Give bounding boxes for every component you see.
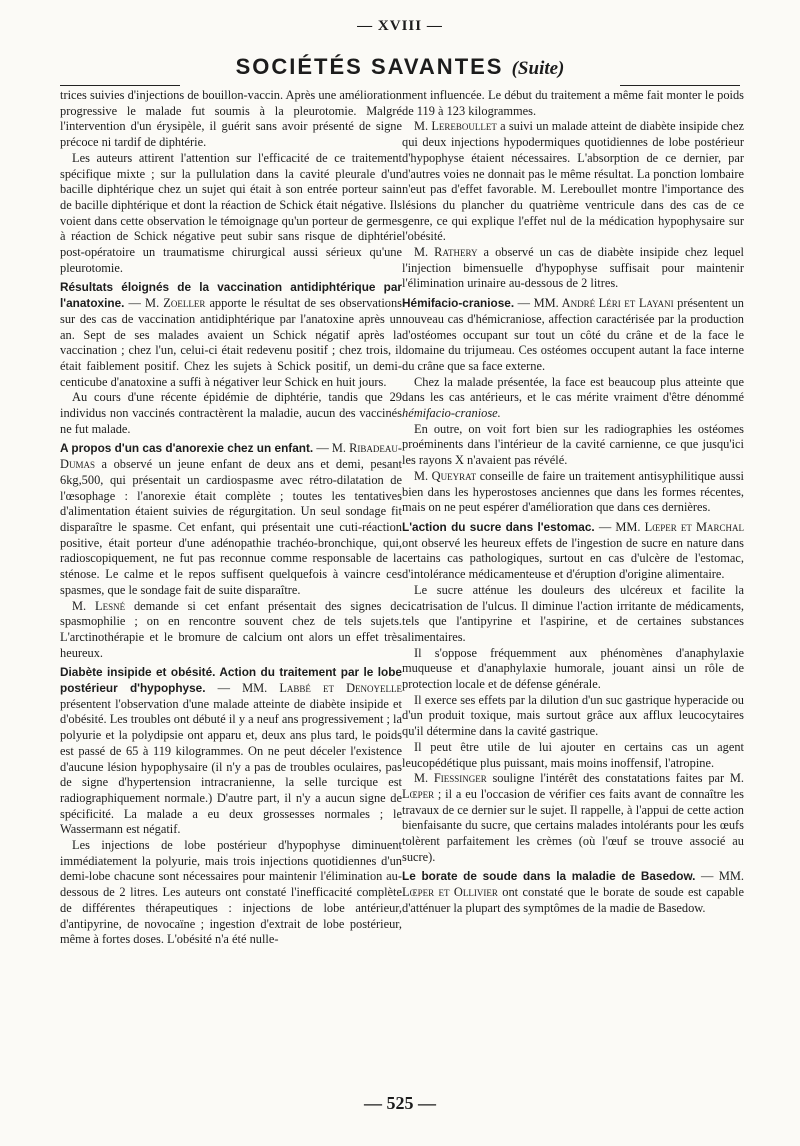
page-title <box>0 54 800 80</box>
author-name: Lœper <box>402 786 435 801</box>
paragraph: Le sucre atténue les douleurs des ulcéreux et facilite la cicatrisation de l'ulcus. Il diminue l'action irritante de médicaments, tels que l'antipyrine et l'aspirine, et de certaines substances alimentaires. <box>402 582 744 644</box>
italic-term: hémifacio-craniose. <box>402 406 501 421</box>
author-name: M. Zoeller <box>145 296 206 311</box>
header-rule-right <box>620 85 740 86</box>
author-name: M. Queyrat <box>414 468 477 483</box>
author-name: MM. Labbé et Denoyelle <box>242 681 403 696</box>
section-heading: L'action du sucre dans l'estomac. <box>402 519 595 534</box>
paragraph <box>402 119 744 245</box>
author-name: M. Lereboullet <box>414 119 497 134</box>
paragraph: Les injections de lobe postérieur d'hypophyse diminuent immédiatement la polyurie, mais trois injections quotidiennes d'un demi-lobe chacune sont nécessaires pour maintenir l'élimination au-dessous de 2 litres. Les auteurs ont constaté l'inefficacité complète de différentes thérapeutiques : injections de lobe antérieur, d'antipyrine, de novocaïne ; ingestion d'extrait de lobe postérieur, même à fortes doses. L'obésité n'a été nulle- <box>60 838 402 947</box>
header-rule-left <box>60 85 180 86</box>
author-name: MM. André Léri et Layani <box>533 296 674 311</box>
section-text: ont constaté que le borate de soude est capable d'atténuer la plupart des symptômes de la madie de Basedow. <box>402 885 744 915</box>
author-name: MM. Lœper et Ollivier <box>402 869 744 900</box>
paragraph: Les auteurs attirent l'attention sur l'efficacité de ce traitement spécifique mixte ; sur la pullulation dans la cavité pleurale d'un bacille diphtérique chez un sujet qui était à son entrée porteur sain de bacille diphtérique et dont la réaction de Schick était négative. Ils voient dans cette observation le témoignage qu'un porteur de germes à réaction de Schick négative peut subir sans risque de diphtérie post-opératoire un traumatisme chirurgical aussi sérieux qu'une pleurotomie. <box>60 150 402 275</box>
paragraph <box>402 375 744 422</box>
author-name: M. Rathery <box>414 245 478 260</box>
paragraph: trices suivies d'injections de bouillon-vaccin. Après une amélioration progressive le malade fut soumis à la pleurotomie. Malgré l'intervention d'un érysipèle, il guérit sans avoir présenté de signe précoce ni tardif de diphtérie. <box>60 88 402 150</box>
author-name: M. Lesné <box>72 598 126 613</box>
section-text: présentent l'observation d'une malade atteinte de diabète insipide et d'obésité. Les troubles ont débuté il y a neuf ans progressivement ; la polyurie et la polydipsie ont apparu et, deux ans plus tard, le poids est passé de 65 à 119 kilogrammes. On ne peut déceler l'existence d'aucune lésion hypophysaire (il n'y a pas de troubles oculaires, pas de signe d'hypertension intracranienne, la selle turcique est radiographiquement normale.) D'autre part, il n'y a aucun signe de spécificité. La malade a eu deux grossesses normales ; le Wassermann est négatif. <box>60 696 402 837</box>
section-heading: A propos d'un cas d'anorexie chez un enfant. <box>60 441 314 456</box>
paragraph-text: a suivi un malade atteint de diabète insipide chez qui deux injections hypodermiques quotidiennes de lobe postérieur d'hypophyse étaient nécessaires. L'absorption de ce dernier, par d'autres voies ne donnait pas le même résultat. La ponction lombaire n'eut pas d'effet favorable. M. Lereboullet montre l'importance des lésions du plancher du quatrième ventricule dans des cas de ce genre, ce qui explique l'effet nul de la médication hypophysaire sur l'obésité. <box>402 119 744 244</box>
left-column: trices suivies d'injections de bouillon-vaccin. Après une amélioration progressive le malade fut soumis à la pleurotomie. Malgré l'intervention d'un érysipèle, il guérit sans avoir présenté de signe précoce ni tardif de diphtérie. Les auteurs attirent l'attention sur l'efficacité de ce traitement spécifique mixte ; sur la pullulation dans la cavité pleurale d'un bacille diphtérique chez un sujet qui était à son entrée porteur sain de bacille diphtérique et dont la réaction de Schick était négative. Ils voient dans cette observation le témoignage qu'un porteur de germes à réaction de Schick négative peut subir sans risque de diphtérie post-opératoire un traumatisme chirurgical aussi sérieux qu'une pleurotomie. Résultats éloignés de la vaccination antidiphtérique par l'anatoxine. — M. Zoeller apporte le résultat de ses observations sur des cas de vaccination antidiphtérique par l'anatoxine après un an. Sept de ses malades avaient un Schick négatif après la vaccination ; chez l'un, celui-ci était redevenu positif ; chez trois, il était faiblement positif. Chez les sujets à Schick positif, un demi-centicube d'anatoxine a suffi à négativer leur Schick en huit jours. Au cours d'une récente épidémie de diphtérie, tandis que 29 individus non vaccinés contractèrent la maladie, aucun des vaccinés ne fut malade. A propos d'un cas d'anorexie chez un enfant. — M. Ribadeau-Dumas a observé un jeune enfant de deux ans et demi, pesant 6kg,500, qui présentait un cardiospasme avec rétro-dilatation de l'œsophage : l'anorexie était complète ; toutes les tentatives d'alimentation étaient suivies de régurgitation. Un seul sondage fit disparaître le spasme. Cet enfant, qui présentait une cuti-réaction positive, était porteur d'une adénopathie trachéo-bronchique, qui, radioscopiquement, ne fut pas reconnue comme responsable de la sténose. Le calme et le repos suffisent quelquefois à vaincre ces spasmes, que le sondage fait de suite disparaître. M. Lesné demande si cet enfant présentait des signes de spasmophilie ; on en rencontre souvent chez de tels sujets. L'arctinothérapie et le bromure de calcium ont alors un effet très heureux. Diabète insipide et obésité. Action du traitement par le lobe postérieur d'hypophyse. — MM. Labbé et Denoyelle présentent l'observation d'une malade atteinte de diabète insipide et d'obésité. Les troubles ont débuté il y a neuf ans progressivement ; la polyurie et la polydipsie ont apparu et, deux ans plus tard, le poids est passé de 65 à 119 kilogrammes. On ne peut déceler l'existence d'aucune lésion hypophysaire (il n'y a pas de troubles oculaires, pas de signe d'hypertension intracranienne, la selle turcique est radiographiquement normale.) D'autre part, il n'y a aucun signe de spécificité. La malade a eu deux grossesses normales ; le Wassermann est négatif. Les injections de lobe postérieur d'hypophyse diminuent immédiatement la polyurie, mais trois injections quotidiennes d'un demi-lobe chacune sont nécessaires pour maintenir l'élimination au-dessous de 2 litres. Les auteurs ont constaté l'inefficacité complète de différentes thérapeutiques : injections de lobe antérieur, d'antipyrine, de novocaïne ; ingestion d'extrait de lobe postérieur, même à fortes doses. L'obésité n'a été nulle- <box>60 88 403 947</box>
right-column: ment influencée. Le début du traitement a même fait monter le poids de 119 à 123 kilogrammes. M. Lereboullet a suivi un malade atteint de diabète insipide chez qui deux injections hypodermiques quotidiennes de lobe postérieur d'hypophyse étaient nécessaires. L'absorption de ce dernier, par d'autres voies ne donnait pas le même résultat. La ponction lombaire n'eut pas d'effet favorable. M. Lereboullet montre l'importance des lésions du plancher du quatrième ventricule dans des cas de ce genre, ce qui explique l'effet nul de la médication hypophysaire sur l'obésité. M. Rathery a observé un cas de diabète insipide chez lequel l'injection bimensuelle d'hypophyse suffisait pour maintenir l'élimination urinaire au-dessous de 2 litres. Hémifacio-craniose. — MM. André Léri et Layani présentent un nouveau cas d'hémicraniose, affection caractérisée par la production d'ostéomes occupant sur tout un côté du crâne et de la face le domaine du trijumeau. Ces ostéomes occupent autant la face interne du crâne que sa face externe. Chez la malade présentée, la face est beaucoup plus atteinte que dans les cas antérieurs, et le cas mérite vraiment d'être dénommé hémifacio-craniose. En outre, on voit fort bien sur les radiographies les ostéomes proéminents dans l'intérieur de la cavité carnienne, ce que jusqu'ici les rayons X n'avaient pas révélé. M. Queyrat conseille de faire un traitement antisyphilitique aussi bien dans les hyperostoses anciennes que dans les formes récentes, mais on ne peut espérer d'amélioration que dans ces dernières. L'action du sucre dans l'estomac. — MM. Lœper et Marchal ont observé les heureux effets de l'ingestion de sucre en nature dans certains cas pathologiques, surtout en cas d'ulcère de l'estomac, d'intolérance médicamenteuse et d'éruption d'origine alimentaire. Le sucre atténue les douleurs des ulcéreux et facilite la cicatrisation de l'ulcus. Il diminue l'action irritante de médicaments, tels que l'antipyrine et l'aspirine, et de certaines substances alimentaires. Il s'oppose fréquemment aux phénomènes d'anaphylaxie muqueuse et d'anaphylaxie humorale, jouant ainsi un rôle de protection locale et de défense générale. Il exerce ses effets par la dilution d'un suc gastrique hyperacide ou d'un produit toxique, mais surtout grâce aux afflux leucocytaires qu'il détermine dans la cavité gastrique. Il peut être utile de lui ajouter en certains cas un agent leucopédétique plus puissant, mais moins inoffensif, l'atropine. M. Fiessinger souligne l'intérêt des constatations faites par M. Lœper ; il a eu l'occasion de vérifier ces faits avant de connaître les travaux de ce dernier sur le sujet. Il rappelle, à l'appui de cette action bienfaisante du sucre, que certains malades intolérants pour les œufs tolèrent parfaitement les crèmes (où l'œuf se trouve associé au sucre). Le borate de soude dans la maladie de Basedow. — MM. Lœper et Ollivier ont constaté que le borate de soude est capable d'atténuer la plupart des symptômes de la madie de Basedow. <box>402 88 745 915</box>
paragraph: ment influencée. Le début du traitement a même fait monter le poids de 119 à 123 kilogrammes. <box>402 88 744 118</box>
paragraph-text: conseille de faire un traitement antisyphilitique aussi bien dans les hyperostoses anciennes que dans les formes récentes, mais on ne peut espérer d'amélioration que dans ces dernières. <box>402 468 744 515</box>
title-suite: (Suite) <box>511 58 565 79</box>
section-heading: Hémifacio-craniose. <box>402 296 515 311</box>
paragraph-text: a observé un cas de diabète insipide chez lequel l'injection bimensuelle d'hypophyse suffisait pour maintenir l'élimination urinaire au-dessous de 2 litres. <box>402 245 744 291</box>
paragraph: Il s'oppose fréquemment aux phénomènes d'anaphylaxie muqueuse et d'anaphylaxie humorale, jouant ainsi un rôle de protection locale et de défense générale. <box>402 645 744 692</box>
paragraph-text: souligne l'intérêt des constatations faites par M. <box>492 771 744 786</box>
section-text: apporte le résultat de ses observations sur des cas de vaccination antidiphtérique par l'anatoxine après un an. Sept de ses malades avaient un Schick négatif après la vaccination ; chez l'un, celui-ci était redevenu positif ; chez trois, il était faiblement positif. Chez les sujets à Schick positif, un demi-centicube d'anatoxine a suffi à négativer leur Schick en huit jours. <box>60 296 402 389</box>
paragraph: Il exerce ses effets par la dilution d'un suc gastrique hyperacide ou d'un produit toxique, mais surtout grâce aux afflux leucocytaires qu'il détermine dans la cavité gastrique. <box>402 692 744 739</box>
paragraph: Au cours d'une récente épidémie de diphtérie, tandis que 29 individus non vaccinés contractèrent la maladie, aucun des vaccinés ne fut malade. <box>60 390 402 436</box>
paragraph <box>60 599 402 662</box>
paragraph: Il peut être utile de lui ajouter en certains cas un agent leucopédétique plus puissant, mais moins inoffensif, l'atropine. <box>402 739 744 770</box>
paragraph: En outre, on voit fort bien sur les radiographies les ostéomes proéminents dans l'intérieur de la cavité carnienne, ce que jusqu'ici les rayons X n'avaient pas révélé. <box>402 421 744 468</box>
section-text: présentent un nouveau cas d'hémicraniose, affection caractérisée par la production d'ostéomes occupant sur tout un côté du crâne et de la face le domaine du trijumeau. Ces ostéomes occupent autant la face interne du crâne que sa face externe. <box>402 296 745 373</box>
paragraph <box>402 245 744 292</box>
paragraph-text: demande si cet enfant présentait des signes de spasmophilie ; on en rencontre souvent chez de tels sujets. L'arctinothérapie et le bromure de calcium ont alors un effet très heureux. <box>60 598 402 660</box>
paragraph-text: ; il a eu l'occasion de vérifier ces faits avant de connaître les travaux de ce dernier sur le sujet. Il rappelle, à l'appui de cette action bienfaisante du sucre, que certains malades intolérants pour les œufs tolèrent parfaitement les crèmes (où l'œuf se trouve associé au sucre). <box>402 786 744 864</box>
author-name: M. Fiessinger <box>414 771 487 786</box>
page-number: — 525 — <box>364 1093 436 1113</box>
paragraph <box>402 771 744 865</box>
title-text: SOCIÉTÉS SAVANTES <box>235 54 504 79</box>
paragraph <box>402 469 744 516</box>
paragraph-text: Chez la malade présentée, la face est beaucoup plus atteinte que dans les cas antérieurs, et le cas mérite vraiment d'être dénommé <box>402 374 744 405</box>
section-heading: Résultats éloignés de la vaccination antidiphtérique par l'anatoxine. <box>60 280 402 311</box>
author-name: M. Ribadeau-Dumas <box>60 441 402 472</box>
section-heading: Le borate de soude dans la maladie de Basedow. <box>402 869 696 884</box>
section-roman-numeral: — XVIII — <box>357 18 443 34</box>
section-heading: Diabète insipide et obésité. Action du traitement par le lobe postérieur d'hypophyse. <box>60 665 402 696</box>
section-text: ont observé les heureux effets de l'ingestion de sucre en nature dans certains cas pathologiques, surtout en cas d'ulcère de l'estomac, d'intolérance médicamenteuse et d'éruption d'origine alimentaire. <box>402 535 744 582</box>
section-text: a observé un jeune enfant de deux ans et demi, pesant 6kg,500, qui présentait un cardiospasme avec rétro-dilatation de l'œsophage : l'anorexie était complète ; toutes les tentatives d'alimentation étaient suivies de régurgitation. Un seul sondage fit disparaître le spasme. Cet enfant, qui présentait une cuti-réaction positive, était porteur d'une adénopathie trachéo-bronchique, qui, radioscopiquement, ne fut pas reconnue comme responsable de la sténose. Le calme et le repos suffisent quelquefois à vaincre ces spasmes, que le sondage fait de suite disparaître. <box>60 457 402 597</box>
author-name: MM. Lœper et Marchal <box>615 519 744 534</box>
